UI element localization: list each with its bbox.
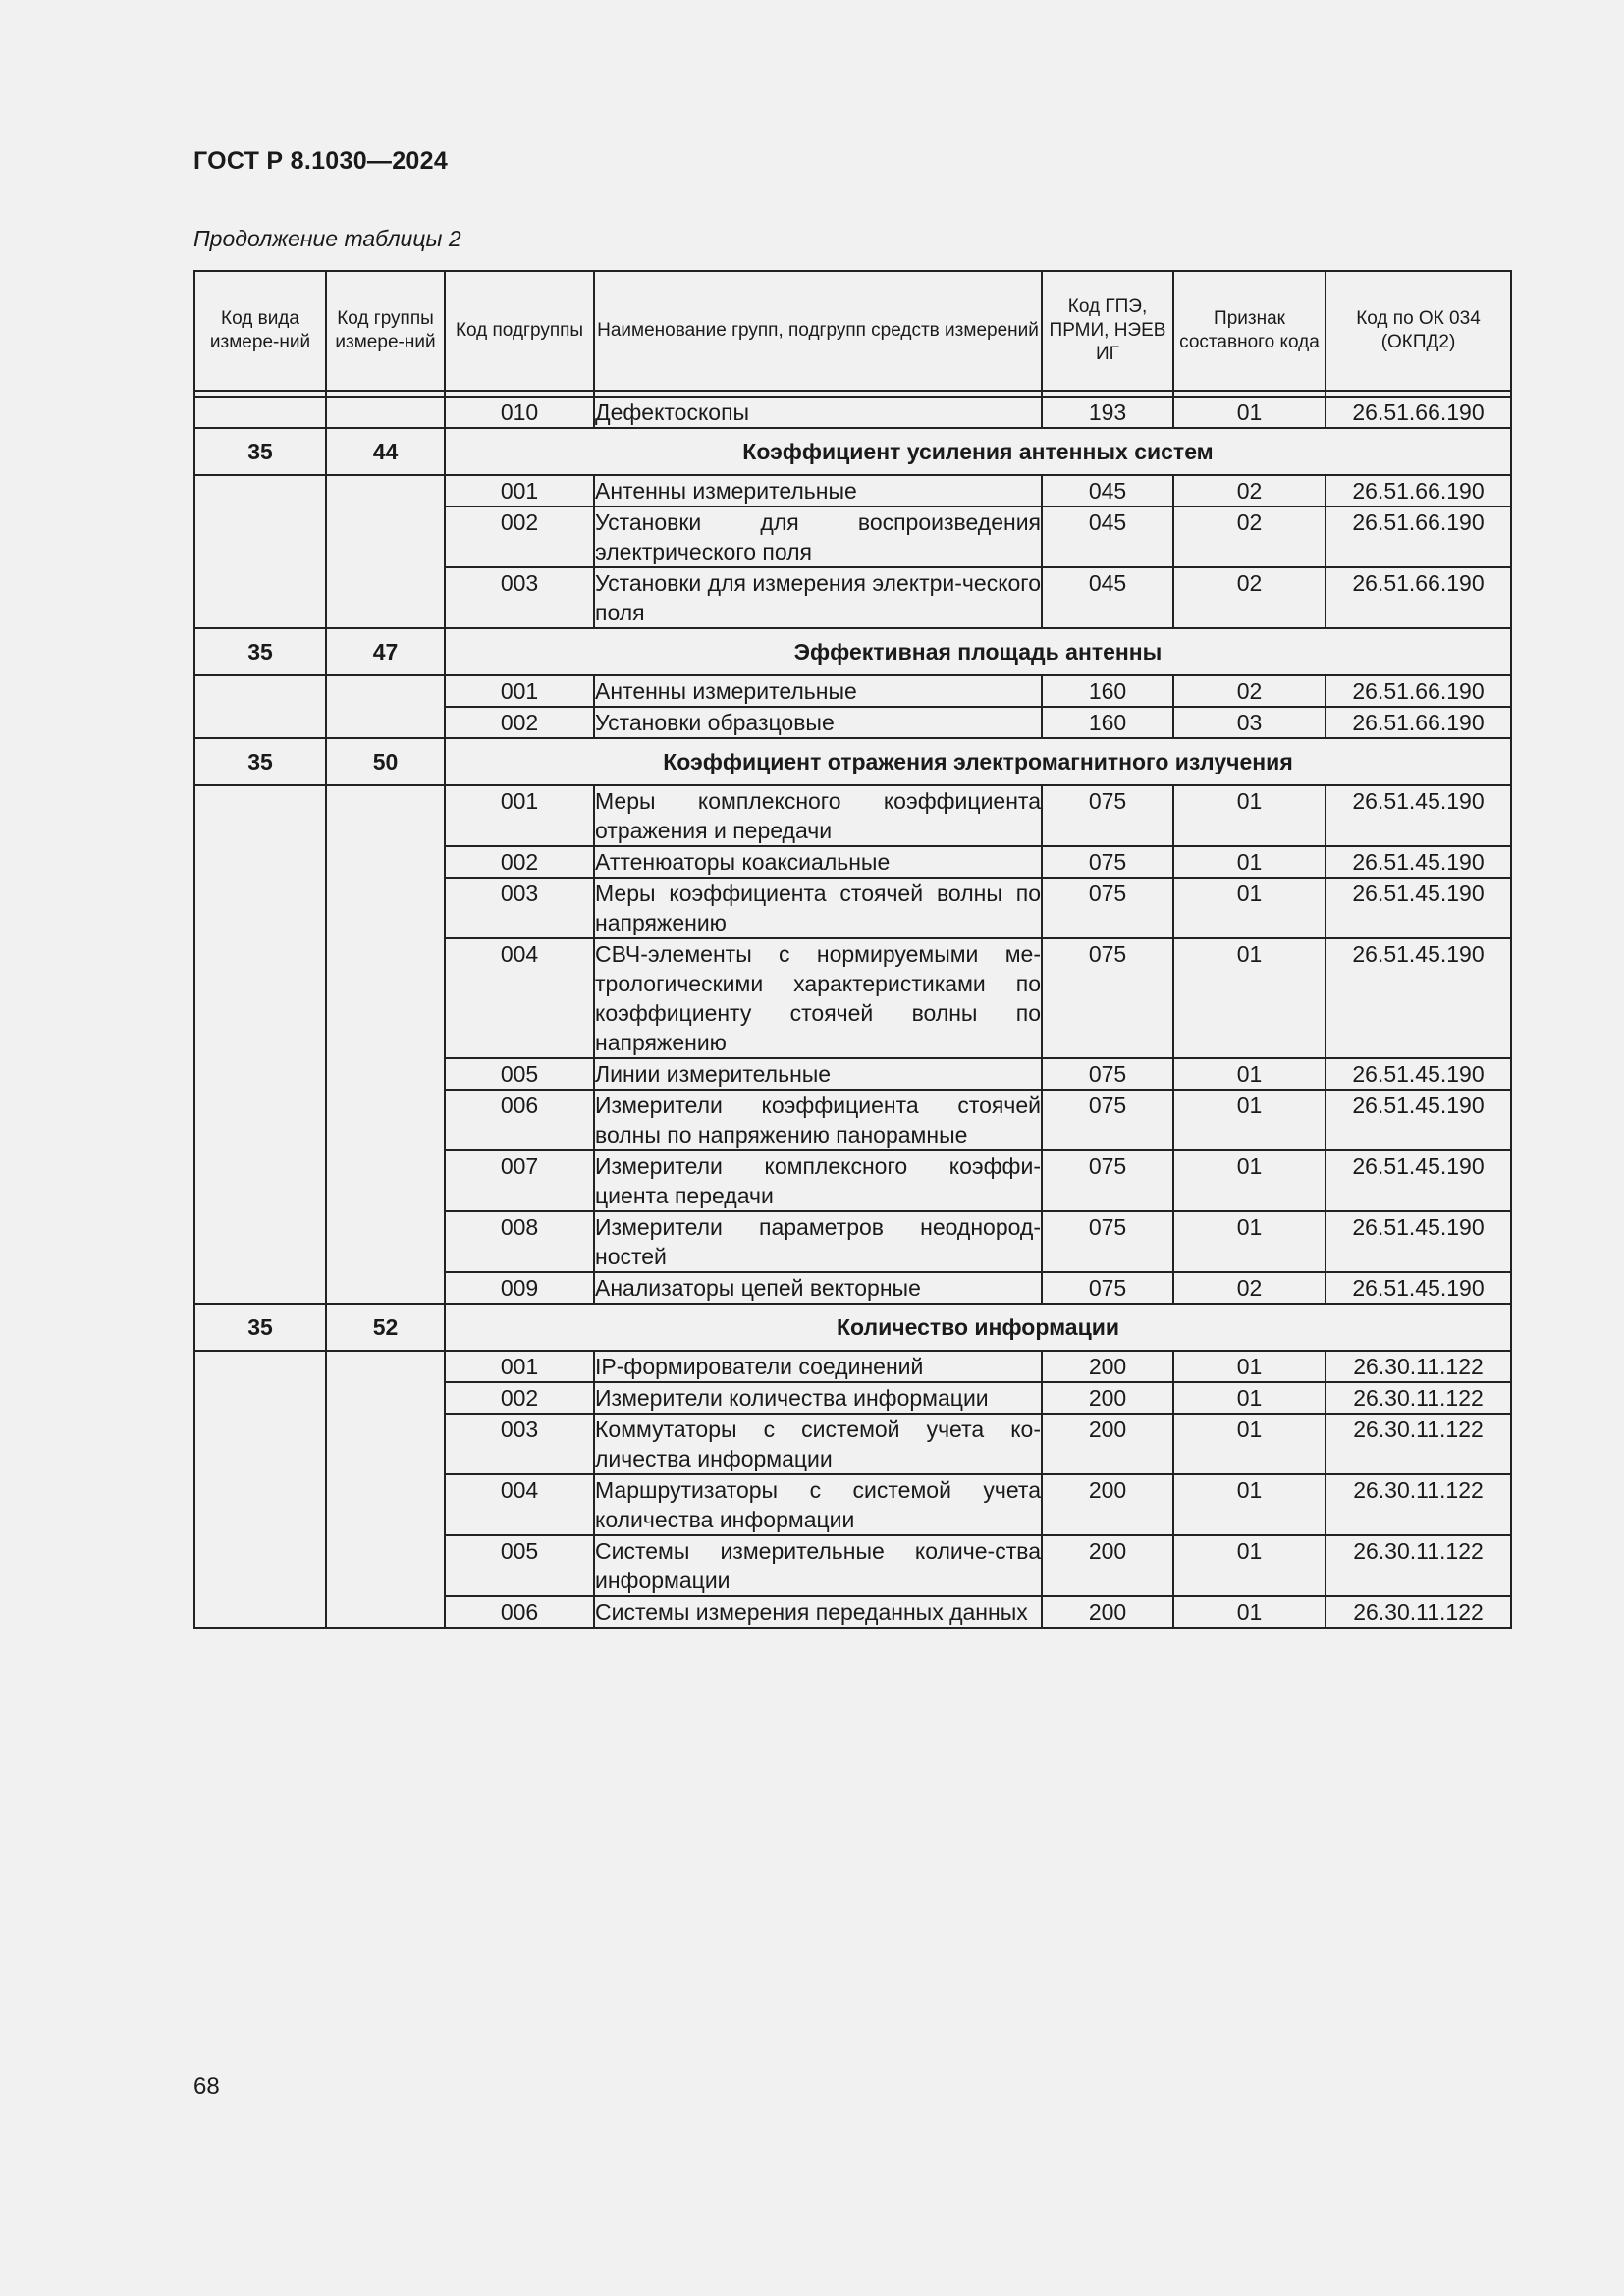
section-group-code: 52 xyxy=(326,1304,445,1351)
section-group-code: 47 xyxy=(326,628,445,675)
instrument-name-cell: Анализаторы цепей векторные xyxy=(594,1272,1042,1304)
okpd-code-cell: 26.51.45.190 xyxy=(1326,938,1511,1058)
instrument-name-cell: Антенны измерительные xyxy=(594,675,1042,707)
okpd-code-cell: 26.51.66.190 xyxy=(1326,675,1511,707)
instrument-name-cell: Дефектоскопы xyxy=(594,397,1042,428)
instrument-name-cell: Меры комплексного коэффициента отражения и передачи xyxy=(594,785,1042,846)
instrument-name-cell: Измерители коэффициента стоячей волны по напряжению панорамные xyxy=(594,1090,1042,1150)
composite-sign-cell: 02 xyxy=(1173,567,1326,628)
section-row xyxy=(194,738,1511,785)
subgroup-code-cell: 006 xyxy=(445,1596,594,1628)
document-title: ГОСТ Р 8.1030—2024 xyxy=(193,147,449,175)
group-code-cell xyxy=(326,785,445,1304)
instrument-name-cell: Маршрутизаторы с системой учета количества информации xyxy=(594,1474,1042,1535)
gpe-code-cell: 075 xyxy=(1042,1090,1173,1150)
column-header-sign: Признак составного кода xyxy=(1173,271,1326,391)
composite-sign-cell: 03 xyxy=(1173,707,1326,738)
measurement-codes-table xyxy=(193,270,1512,1629)
okpd-code-cell: 26.51.45.190 xyxy=(1326,1090,1511,1150)
subgroup-code-cell: 002 xyxy=(445,707,594,738)
instrument-name-cell: СВЧ-элементы с нормируемыми ме-трологическими характеристиками по коэффициенту стоячей волны по напряжению xyxy=(594,938,1042,1058)
table-header xyxy=(194,271,1511,391)
instrument-name-cell: Измерители параметров неоднород-ностей xyxy=(594,1211,1042,1272)
composite-sign-cell: 01 xyxy=(1173,1150,1326,1211)
okpd-code-cell: 26.51.45.190 xyxy=(1326,1211,1511,1272)
okpd-code-cell: 26.51.45.190 xyxy=(1326,878,1511,938)
page-number: 68 xyxy=(193,2073,220,2100)
table-row xyxy=(194,675,1511,707)
subgroup-code-cell: 005 xyxy=(445,1535,594,1596)
composite-sign-cell: 01 xyxy=(1173,1474,1326,1535)
composite-sign-cell: 01 xyxy=(1173,785,1326,846)
column-header-subgroup: Код подгруппы xyxy=(445,271,594,391)
section-vid-code: 35 xyxy=(194,1304,326,1351)
okpd-code-cell: 26.51.45.190 xyxy=(1326,1150,1511,1211)
instrument-name-cell: Установки образцовые xyxy=(594,707,1042,738)
composite-sign-cell: 01 xyxy=(1173,1596,1326,1628)
okpd-code-cell: 26.51.66.190 xyxy=(1326,397,1511,428)
composite-sign-cell: 01 xyxy=(1173,1058,1326,1090)
column-header-name: Наименование групп, подгрупп средств измерений xyxy=(594,271,1042,391)
column-header-gpe: Код ГПЭ, ПРМИ, НЭЕВ ИГ xyxy=(1042,271,1173,391)
vid-code-cell xyxy=(194,1351,326,1628)
table-row xyxy=(194,475,1511,507)
okpd-code-cell: 26.51.45.190 xyxy=(1326,1058,1511,1090)
instrument-name-cell: Установки для измерения электри-ческого поля xyxy=(594,567,1042,628)
table-body xyxy=(194,391,1511,1628)
gpe-code-cell: 045 xyxy=(1042,507,1173,567)
section-row xyxy=(194,628,1511,675)
section-row xyxy=(194,428,1511,475)
gpe-code-cell: 200 xyxy=(1042,1474,1173,1535)
instrument-name-cell: Аттенюаторы коаксиальные xyxy=(594,846,1042,878)
column-header-group: Код группы измере-ний xyxy=(326,271,445,391)
gpe-code-cell: 075 xyxy=(1042,846,1173,878)
gpe-code-cell: 075 xyxy=(1042,785,1173,846)
instrument-name-cell: IP-формирователи соединений xyxy=(594,1351,1042,1382)
subgroup-code-cell: 004 xyxy=(445,1474,594,1535)
table-row xyxy=(194,785,1511,846)
instrument-name-cell: Меры коэффициента стоячей волны по напряжению xyxy=(594,878,1042,938)
section-group-code: 50 xyxy=(326,738,445,785)
subgroup-code-cell: 001 xyxy=(445,475,594,507)
gpe-code-cell: 200 xyxy=(1042,1596,1173,1628)
subgroup-code-cell: 004 xyxy=(445,938,594,1058)
vid-code-cell xyxy=(194,675,326,738)
instrument-name-cell: Системы измерительные количе-ства информации xyxy=(594,1535,1042,1596)
okpd-code-cell: 26.51.66.190 xyxy=(1326,475,1511,507)
section-title: Коэффициент отражения электромагнитного излучения xyxy=(445,738,1511,785)
subgroup-code-cell: 003 xyxy=(445,1414,594,1474)
gpe-code-cell: 160 xyxy=(1042,675,1173,707)
okpd-code-cell: 26.51.45.190 xyxy=(1326,1272,1511,1304)
instrument-name-cell: Коммутаторы с системой учета ко-личества информации xyxy=(594,1414,1042,1474)
subgroup-code-cell: 002 xyxy=(445,507,594,567)
subgroup-code-cell: 010 xyxy=(445,397,594,428)
gpe-code-cell: 075 xyxy=(1042,1150,1173,1211)
subgroup-code-cell: 007 xyxy=(445,1150,594,1211)
composite-sign-cell: 01 xyxy=(1173,397,1326,428)
group-code-cell xyxy=(326,475,445,628)
gpe-code-cell: 045 xyxy=(1042,475,1173,507)
section-vid-code: 35 xyxy=(194,738,326,785)
composite-sign-cell: 01 xyxy=(1173,1351,1326,1382)
composite-sign-cell: 01 xyxy=(1173,1414,1326,1474)
subgroup-code-cell: 002 xyxy=(445,846,594,878)
instrument-name-cell: Линии измерительные xyxy=(594,1058,1042,1090)
vid-code-cell xyxy=(194,397,326,428)
okpd-code-cell: 26.51.66.190 xyxy=(1326,707,1511,738)
composite-sign-cell: 02 xyxy=(1173,475,1326,507)
gpe-code-cell: 075 xyxy=(1042,1058,1173,1090)
instrument-name-cell: Измерители комплексного коэффи-циента передачи xyxy=(594,1150,1042,1211)
instrument-name-cell: Измерители количества информации xyxy=(594,1382,1042,1414)
composite-sign-cell: 01 xyxy=(1173,878,1326,938)
gpe-code-cell: 075 xyxy=(1042,878,1173,938)
vid-code-cell xyxy=(194,785,326,1304)
composite-sign-cell: 02 xyxy=(1173,507,1326,567)
subgroup-code-cell: 008 xyxy=(445,1211,594,1272)
table-row xyxy=(194,397,1511,428)
okpd-code-cell: 26.51.45.190 xyxy=(1326,785,1511,846)
gpe-code-cell: 075 xyxy=(1042,1211,1173,1272)
composite-sign-cell: 01 xyxy=(1173,1090,1326,1150)
group-code-cell xyxy=(326,397,445,428)
okpd-code-cell: 26.51.45.190 xyxy=(1326,846,1511,878)
gpe-code-cell: 193 xyxy=(1042,397,1173,428)
section-row xyxy=(194,1304,1511,1351)
instrument-name-cell: Системы измерения переданных данных xyxy=(594,1596,1042,1628)
composite-sign-cell: 01 xyxy=(1173,938,1326,1058)
gpe-code-cell: 075 xyxy=(1042,1272,1173,1304)
subgroup-code-cell: 003 xyxy=(445,567,594,628)
section-title: Коэффициент усиления антенных систем xyxy=(445,428,1511,475)
group-code-cell xyxy=(326,675,445,738)
subgroup-code-cell: 001 xyxy=(445,675,594,707)
subgroup-code-cell: 003 xyxy=(445,878,594,938)
okpd-code-cell: 26.51.66.190 xyxy=(1326,507,1511,567)
column-header-vid: Код вида измере-ний xyxy=(194,271,326,391)
composite-sign-cell: 01 xyxy=(1173,1211,1326,1272)
okpd-code-cell: 26.30.11.122 xyxy=(1326,1382,1511,1414)
composite-sign-cell: 02 xyxy=(1173,1272,1326,1304)
okpd-code-cell: 26.30.11.122 xyxy=(1326,1414,1511,1474)
gpe-code-cell: 200 xyxy=(1042,1414,1173,1474)
subgroup-code-cell: 009 xyxy=(445,1272,594,1304)
column-header-okpd: Код по ОК 034 (ОКПД2) xyxy=(1326,271,1511,391)
okpd-code-cell: 26.30.11.122 xyxy=(1326,1351,1511,1382)
gpe-code-cell: 160 xyxy=(1042,707,1173,738)
group-code-cell xyxy=(326,1351,445,1628)
gpe-code-cell: 200 xyxy=(1042,1351,1173,1382)
section-title: Количество информации xyxy=(445,1304,1511,1351)
gpe-code-cell: 075 xyxy=(1042,938,1173,1058)
section-title: Эффективная площадь антенны xyxy=(445,628,1511,675)
subgroup-code-cell: 006 xyxy=(445,1090,594,1150)
gpe-code-cell: 045 xyxy=(1042,567,1173,628)
okpd-code-cell: 26.30.11.122 xyxy=(1326,1596,1511,1628)
okpd-code-cell: 26.30.11.122 xyxy=(1326,1474,1511,1535)
section-vid-code: 35 xyxy=(194,428,326,475)
composite-sign-cell: 01 xyxy=(1173,846,1326,878)
table-caption: Продолжение таблицы 2 xyxy=(193,226,461,251)
vid-code-cell xyxy=(194,475,326,628)
okpd-code-cell: 26.51.66.190 xyxy=(1326,567,1511,628)
table-row xyxy=(194,1351,1511,1382)
subgroup-code-cell: 001 xyxy=(445,1351,594,1382)
section-vid-code: 35 xyxy=(194,628,326,675)
okpd-code-cell: 26.30.11.122 xyxy=(1326,1535,1511,1596)
subgroup-code-cell: 005 xyxy=(445,1058,594,1090)
section-group-code: 44 xyxy=(326,428,445,475)
gpe-code-cell: 200 xyxy=(1042,1382,1173,1414)
subgroup-code-cell: 001 xyxy=(445,785,594,846)
gpe-code-cell: 200 xyxy=(1042,1535,1173,1596)
instrument-name-cell: Антенны измерительные xyxy=(594,475,1042,507)
composite-sign-cell: 02 xyxy=(1173,675,1326,707)
composite-sign-cell: 01 xyxy=(1173,1535,1326,1596)
composite-sign-cell: 01 xyxy=(1173,1382,1326,1414)
subgroup-code-cell: 002 xyxy=(445,1382,594,1414)
instrument-name-cell: Установки для воспроизведения электрического поля xyxy=(594,507,1042,567)
